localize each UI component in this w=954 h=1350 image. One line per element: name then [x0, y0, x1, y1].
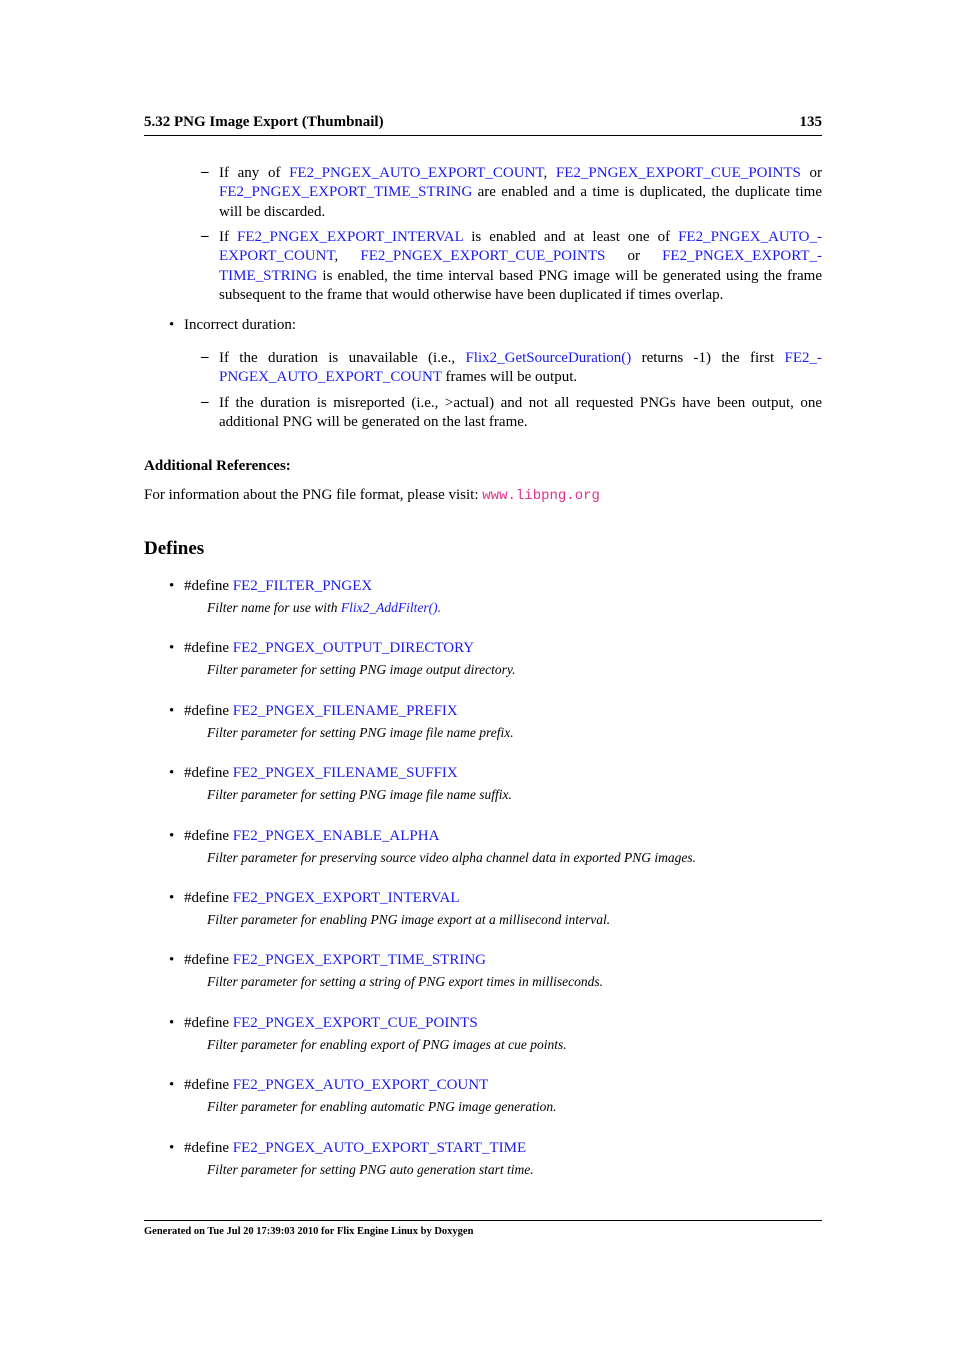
define-description: Filter name for use with Flix2_AddFilter().: [207, 600, 441, 615]
define-name-link[interactable]: FE2_PNGEX_FILENAME_PREFIX: [232, 702, 458, 719]
dash-item-duration-misreported: – If the duration is misreported (i.e., >actual) and not all requested PNGs have been output, one additional PNG will be generated on the last frame.: [201, 394, 822, 431]
bullet-dot: •: [169, 890, 175, 906]
dash-item-duplicate-time: – If any of FE2_PNGEX_AUTO_EXPORT_COUNT, FE2_PNGEX_EXPORT_CUE_POINTS or FE2_PNGEX_EXPORT_TIME_STRING are enabled and a time is duplicated, the duplicate time will be discarded.: [201, 164, 822, 220]
define-item: [169, 578, 822, 616]
link-export-time-string[interactable]: FE2_PNGEX_EXPORT_-TIME_STRING: [219, 248, 823, 284]
bullet-dot: •: [169, 1077, 175, 1094]
link-export-cue-points[interactable]: FE2_PNGEX_EXPORT_CUE_POINTS: [360, 248, 606, 265]
page-footer: Generated on Tue Jul 20 17:39:03 2010 for Flix Engine Linux by Doxygen: [144, 1220, 822, 1237]
link-auto-export-count[interactable]: FE2_-PNGEX_AUTO_EXPORT_COUNT: [219, 350, 823, 386]
define-name-link[interactable]: FE2_PNGEX_EXPORT_TIME_STRING: [232, 952, 487, 969]
define-name-link[interactable]: FE2_PNGEX_AUTO_EXPORT_START_TIME: [232, 1139, 527, 1156]
dash-mark: –: [201, 394, 209, 410]
additional-references-text: For information about the PNG file format, please visit: www.libpng.org: [144, 487, 600, 504]
define-keyword: #define: [184, 1014, 233, 1031]
bullet-dot: •: [169, 1014, 175, 1031]
page-number: 135: [799, 114, 822, 130]
define-item: [169, 640, 822, 678]
define-description: Filter parameter for setting a string of PNG export times in milliseconds.: [207, 974, 603, 990]
bullet-incorrect-duration: • Incorrect duration:: [169, 317, 297, 333]
link-auto-export-count[interactable]: FE2_PNGEX_AUTO_-EXPORT_COUNT: [219, 229, 822, 265]
define-keyword: #define: [184, 702, 233, 719]
define-description: Filter parameter for setting PNG image file name prefix.: [207, 724, 514, 740]
bullet-dot: •: [169, 578, 175, 594]
define-item: [169, 765, 822, 803]
define-keyword: #define: [184, 827, 233, 844]
bullet-dot: •: [169, 827, 175, 844]
bullet-dot: •: [169, 1139, 175, 1156]
bullet-dot: •: [169, 702, 175, 719]
define-description: Filter parameter for setting PNG auto generation start time.: [207, 1161, 534, 1177]
define-keyword: #define: [184, 578, 233, 594]
link-get-source-duration[interactable]: Flix2_GetSourceDuration(): [465, 350, 632, 366]
define-keyword: #define: [184, 890, 233, 906]
link-export-time-string[interactable]: FE2_PNGEX_EXPORT_TIME_STRING: [219, 184, 473, 201]
define-name-link[interactable]: FE2_PNGEX_OUTPUT_DIRECTORY: [232, 640, 475, 657]
define-item: [169, 703, 822, 741]
define-item: [169, 1140, 822, 1178]
define-description: Filter parameter for enabling PNG image export at a millisecond interval.: [207, 912, 611, 927]
define-name-link[interactable]: FE2_PNGEX_FILENAME_SUFFIX: [232, 765, 458, 782]
dash-item-interval-overlap: – If FE2_PNGEX_EXPORT_INTERVAL is enabled and at least one of FE2_PNGEX_AUTO_-EXPORT_COUNT, FE2_PNGEX_EXPORT_CUE_POINTS or FE2_PNGEX_EXPORT_-TIME_STRING is enabled, the time interval based PNG image will be generated using the frame subsequent to the frame that would otherwise have been duplicated if times overlap.: [201, 228, 823, 303]
define-name-link[interactable]: FE2_PNGEX_EXPORT_INTERVAL: [232, 890, 460, 906]
define-description: Filter parameter for setting PNG image output directory.: [207, 662, 516, 678]
define-name-link[interactable]: FE2_PNGEX_ENABLE_ALPHA: [232, 827, 440, 844]
define-name-link[interactable]: FE2_PNGEX_EXPORT_CUE_POINTS: [232, 1014, 478, 1031]
link-export-interval[interactable]: FE2_PNGEX_EXPORT_INTERVAL: [237, 229, 464, 245]
defines-heading: Defines: [144, 538, 205, 559]
link-export-cue-points[interactable]: FE2_PNGEX_EXPORT_CUE_POINTS: [555, 165, 801, 181]
dash-item-duration-unavailable: – If the duration is unavailable (i.e., Flix2_GetSourceDuration() returns -1) the first FE2_-PNGEX_AUTO_EXPORT_COUNT frames will be output.: [201, 349, 823, 386]
dash-mark: –: [201, 228, 209, 244]
define-keyword: #define: [184, 1139, 233, 1156]
page-header: [144, 114, 822, 136]
define-item: [169, 952, 822, 990]
libpng-link[interactable]: www.libpng.org: [482, 488, 600, 504]
define-item: [169, 890, 822, 928]
define-keyword: #define: [184, 1077, 233, 1094]
dash-mark: –: [201, 349, 209, 365]
define-keyword: #define: [184, 640, 233, 657]
define-item: [169, 828, 822, 866]
define-name-link[interactable]: FE2_FILTER_PNGEX: [232, 578, 373, 594]
bullet-dot: •: [169, 765, 175, 782]
define-item: [169, 1077, 822, 1115]
define-description: Filter parameter for setting PNG image file name suffix.: [207, 787, 512, 803]
define-description: Filter parameter for enabling export of PNG images at cue points.: [207, 1036, 567, 1052]
define-name-link[interactable]: FE2_PNGEX_AUTO_EXPORT_COUNT: [232, 1077, 489, 1094]
bullet-dot: •: [169, 952, 175, 969]
define-keyword: #define: [184, 765, 233, 782]
section-title: 5.32 PNG Image Export (Thumbnail): [144, 114, 384, 130]
dash-mark: –: [201, 164, 209, 180]
bullet-dot: •: [169, 640, 175, 657]
define-item: [169, 1015, 822, 1053]
add-filter-link[interactable]: Flix2_AddFilter().: [340, 600, 441, 615]
bullet-dot: •: [169, 317, 175, 333]
define-description: Filter parameter for enabling automatic PNG image generation.: [207, 1099, 557, 1115]
define-keyword: #define: [184, 952, 233, 969]
additional-references-heading: Additional References:: [144, 458, 291, 474]
define-description: Filter parameter for preserving source video alpha channel data in exported PNG images.: [207, 849, 697, 865]
link-auto-export-count[interactable]: FE2_PNGEX_AUTO_EXPORT_COUNT: [289, 165, 544, 181]
